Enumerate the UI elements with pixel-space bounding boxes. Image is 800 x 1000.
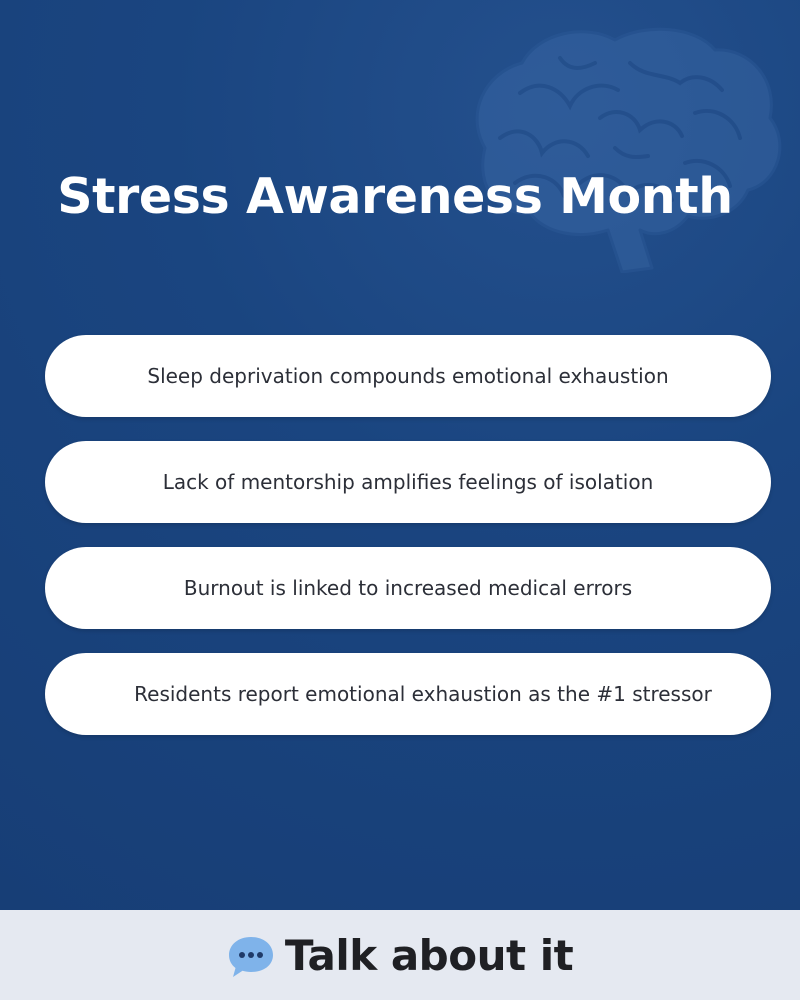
- brain-icon: [460, 18, 790, 273]
- fact-card: [45, 335, 771, 417]
- fact-card: [45, 441, 771, 523]
- footer-bar: [0, 910, 800, 1000]
- fact-card: [45, 547, 771, 629]
- speech-bubble-icon: [227, 934, 275, 980]
- fact-text: Burnout is linked to increased medical errors: [183, 576, 633, 600]
- fact-text: Residents report emotional exhaustion as the #1 stressor: [134, 682, 712, 706]
- footer-label: Talk about it: [284, 930, 574, 980]
- fact-text: Sleep deprivation compounds emotional exhaustion: [147, 364, 669, 388]
- fact-card: [45, 653, 771, 735]
- page-title: Stress Awareness Month: [57, 168, 733, 225]
- fact-text: Lack of mentorship amplifies feelings of isolation: [162, 470, 654, 494]
